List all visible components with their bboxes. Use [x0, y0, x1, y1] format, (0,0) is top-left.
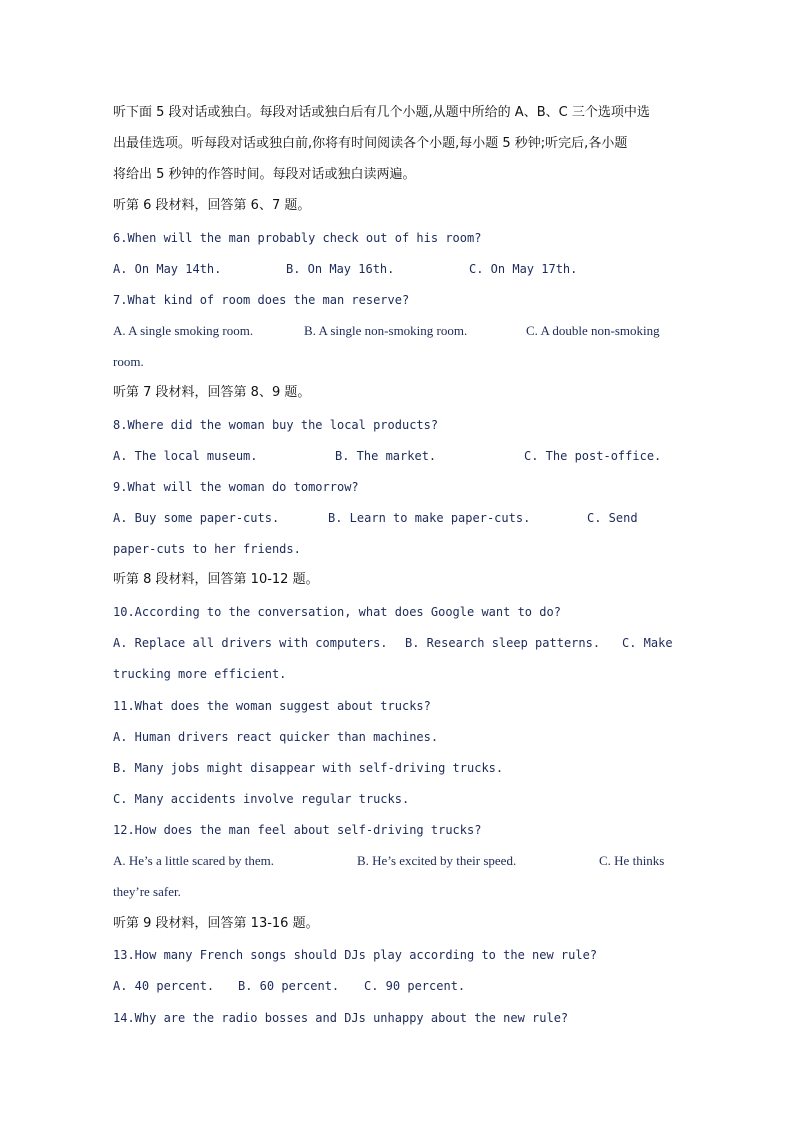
instructions-line-3: 将给出 5 秒钟的作答时间。每段对话或独白读两遍。	[113, 167, 416, 182]
question-12-option-c-continued: they’re safer.	[113, 884, 181, 899]
question-13-options	[113, 976, 683, 996]
option-a: A. The local museum.	[113, 449, 258, 463]
option-a: A. On May 14th.	[113, 262, 222, 276]
option-b: B. On May 16th.	[286, 262, 395, 276]
option-a: A. Replace all drivers with computers.	[113, 636, 388, 650]
section-heading-6: 听第 6 段材料，回答第 6、7 题。	[113, 198, 311, 213]
option-c: C. 90 percent.	[364, 979, 466, 993]
question-8: 8.Where did the woman buy the local products?	[113, 418, 439, 432]
question-8-options	[113, 446, 683, 466]
question-11-option-a: A. Human drivers react quicker than machines.	[113, 730, 439, 744]
question-6: 6.When will the man probably check out of his room?	[113, 231, 482, 245]
instructions-line-2: 出最佳选项。听每段对话或独白前,你将有时间阅读各个小题,每小题 5 秒钟;听完后,各小题	[113, 136, 628, 151]
option-c: C. Make	[622, 636, 673, 650]
question-7-options	[113, 321, 683, 341]
option-a: A. A single smoking room.	[113, 323, 254, 338]
option-b: B. The market.	[335, 449, 437, 463]
option-b: B. Research sleep patterns.	[405, 636, 601, 650]
question-7-option-c-continued: room.	[113, 354, 144, 369]
option-c: C. On May 17th.	[469, 262, 578, 276]
option-c: C. Send	[587, 511, 638, 525]
option-b: B. Learn to make paper-cuts.	[328, 511, 531, 525]
question-9-option-c-continued: paper-cuts to her friends.	[113, 542, 301, 556]
section-heading-8: 听第 8 段材料，回答第 10-12 题。	[113, 572, 319, 587]
question-11-option-c: C. Many accidents involve regular trucks.	[113, 792, 410, 806]
question-12: 12.How does the man feel about self-driving trucks?	[113, 823, 482, 837]
option-c: C. He thinks	[599, 853, 665, 868]
question-9: 9.What will the woman do tomorrow?	[113, 480, 359, 494]
option-b: B. A single non-smoking room.	[304, 323, 468, 338]
question-11: 11.What does the woman suggest about trucks?	[113, 699, 431, 713]
option-a: A. He’s a little scared by them.	[113, 853, 275, 868]
instructions-line-1: 听下面 5 段对话或独白。每段对话或独白后有几个小题,从题中所给的 A、B、C 三个选项中选	[113, 105, 650, 120]
question-13: 13.How many French songs should DJs play according to the new rule?	[113, 948, 598, 962]
question-12-options	[113, 851, 683, 871]
question-9-options	[113, 508, 683, 528]
section-heading-7: 听第 7 段材料，回答第 8、9 题。	[113, 385, 311, 400]
option-b: B. He’s excited by their speed.	[357, 853, 517, 868]
option-c: C. A double non-smoking	[526, 323, 660, 338]
question-11-option-b: B. Many jobs might disappear with self-driving trucks.	[113, 761, 504, 775]
option-a: A. Buy some paper-cuts.	[113, 511, 280, 525]
question-7: 7.What kind of room does the man reserve?	[113, 293, 410, 307]
question-10-options	[113, 633, 683, 653]
option-c: C. The post-office.	[524, 449, 662, 463]
question-10: 10.According to the conversation, what does Google want to do?	[113, 605, 561, 619]
option-b: B. 60 percent.	[238, 979, 340, 993]
section-heading-9: 听第 9 段材料，回答第 13-16 题。	[113, 916, 319, 931]
question-14: 14.Why are the radio bosses and DJs unhappy about the new rule?	[113, 1011, 569, 1025]
question-6-options	[113, 259, 683, 279]
question-10-option-c-continued: trucking more efficient.	[113, 667, 287, 681]
option-a: A. 40 percent.	[113, 979, 215, 993]
